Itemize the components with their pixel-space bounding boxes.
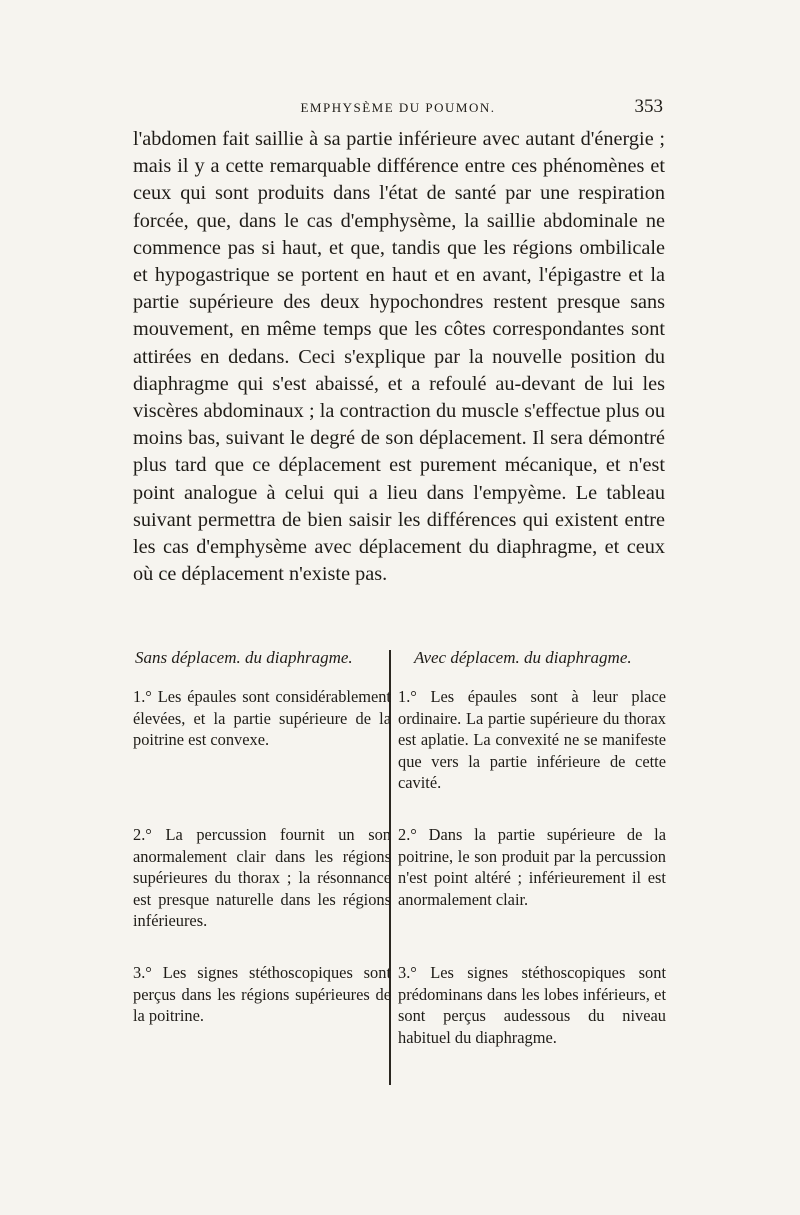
comparison-table <box>133 648 667 1088</box>
page-header <box>133 96 663 122</box>
left-row-1: 1.° Les épaules sont considérablement élevées, et la partie supérieure de la poitrine est convexe. <box>133 687 391 750</box>
left-row-3: 3.° Les signes stéthoscopiques sont perçus dans les régions supérieures de la poitrine. <box>133 963 391 1026</box>
right-column-heading: Avec déplacem. du diaphragme. <box>414 648 632 667</box>
body-paragraph: l'abdomen fait saillie à sa partie inférieure avec autant d'énergie ; mais il y a cette remarquable différence entre ces phénomènes et ceux qui sont produits dans l'état de santé par une respiration forcée, que, dans le cas d'emphysème, la saillie abdominale ne commence pas si haut, et que, tandis que les régions ombilicale et hypogastrique se portent en haut et en avant, l'épigastre et la partie supérieure des deux hypochondres restent presque sans mouvement, en même temps que les côtes correspondantes sont attirées en dedans. Ceci s'explique par la nouvelle position du diaphragme qui s'est abaissé, et a refoulé au-devant de lui les viscères abdominaux ; la contraction du muscle s'effectue plus ou moins bas, suivant le degré de son déplacement. Il sera démontré plus tard que ce déplacement est purement mécanique, et n'est point analogue à celui qui a lieu dans l'empyème. Le tableau suivant permettra de bien saisir les différences qui existent entre les cas d'emphysème avec déplacement du diaphragme, et ceux où ce déplacement n'existe pas. <box>133 128 665 586</box>
left-column-heading: Sans déplacem. du diaphragme. <box>135 648 353 667</box>
running-title: EMPHYSÈME DU POUMON. <box>300 100 496 115</box>
left-column <box>133 648 391 1026</box>
page-number: 353 <box>634 96 663 117</box>
right-column <box>398 648 666 1047</box>
right-row-2: 2.° Dans la partie supérieure de la poitrine, le son produit par la percussion n'est point altéré ; inférieurement il est anormalement clair. <box>398 825 666 909</box>
right-row-1: 1.° Les épaules sont à leur place ordinaire. La partie supérieure du thorax est aplatie. La convexité ne se manifeste que vers la partie inférieure de cette cavité. <box>398 687 666 793</box>
left-row-2: 2.° La percussion fournit un son anormalement clair dans les régions supérieures du thorax ; la résonnance est presque naturelle dans les régions inférieures. <box>133 825 391 931</box>
right-row-3: 3.° Les signes stéthoscopiques sont prédominans dans les lobes inférieurs, et sont perçus audessous du niveau habituel du diaphragme. <box>398 963 666 1047</box>
